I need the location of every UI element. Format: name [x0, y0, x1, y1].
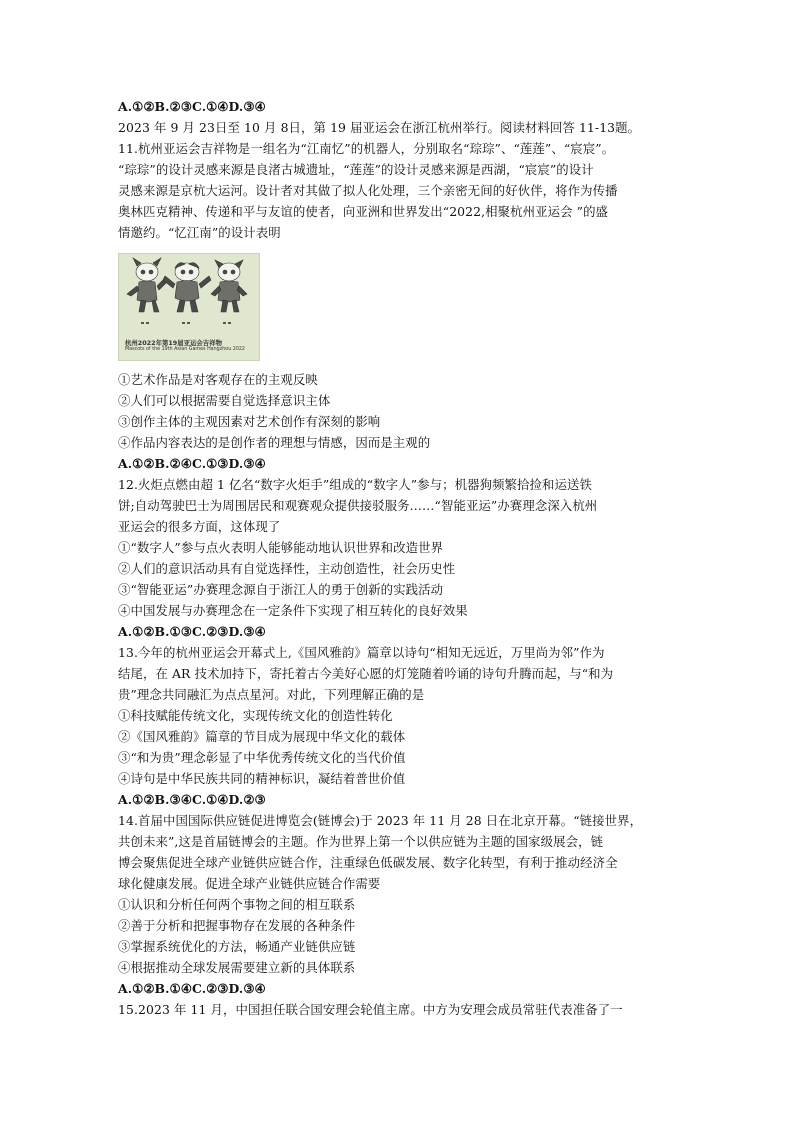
text-line: “琮琮”的设计灵感来源是良渚古城遗址，“莲莲”的设计灵感来源是西湖，“宸宸”的设计	[118, 162, 594, 177]
text-line: 14.首届中国国际供应链促进博览会(链博会)于 2023 年 11 月 28 日在北京开幕。“链接世界，	[118, 813, 643, 828]
text-line: 博会聚焦促进全球产业链供应链合作，注重绿色低碳发展、数字化转型，有利于推动经济全	[118, 855, 618, 870]
answer-options-line: A.①②B.②③C.①④D.③④	[118, 99, 266, 114]
mascot-figure	[118, 253, 260, 361]
text-line: 灵感来源是京杭大运河。设计者对其做了拟人化处理，三个亲密无间的好伙伴，将作为传播	[118, 183, 618, 198]
text-line: ①科技赋能传统文化，实现传统文化的创造性转化	[118, 708, 393, 723]
text-line: ①“数字人”参与点火表明人能够能动地认识世界和改造世界	[118, 540, 444, 555]
answer-options-line: A.①②B.③④C.①④D.②③	[118, 792, 266, 807]
text-line: 球化健康发展。促进全球产业链供应链合作需要	[118, 876, 381, 891]
answer-options-line: A.①②B.①③C.②③D.③④	[118, 624, 266, 639]
answer-options-line: A.①②B.②④C.①③D.③④	[118, 456, 266, 471]
text-line: ①艺术作品是对客观存在的主观反映	[118, 372, 318, 387]
text-line: ③掌握系统优化的方法，畅通产业链供应链	[118, 939, 356, 954]
text-line: ③“和为贵”理念彰显了中华优秀传统文化的当代价值	[118, 750, 406, 765]
text-line: ②善于分析和把握事物存在发展的各种条件	[118, 918, 356, 933]
exam-page	[118, 96, 693, 1020]
mascots-image	[119, 254, 259, 338]
text-line: ①认识和分析任何两个事物之间的相互联系	[118, 897, 356, 912]
text-block-top	[118, 96, 693, 243]
figure-caption-en: Mascots of the 19th Asian Games Hangzhou 2022	[125, 347, 245, 352]
answer-options-line: A.①②B.①④C.②③D.③④	[118, 981, 266, 996]
text-line: 奥林匹克精神、传递和平与友谊的使者，向亚洲和世界发出“2022,相聚杭州亚运会 ”的盛	[118, 204, 609, 219]
text-line: ②《国风雅韵》篇章的节目成为展现中华文化的载体	[118, 729, 406, 744]
figure-caption-cn: 杭州2022年第19届亚运会吉祥物	[125, 339, 222, 347]
text-line: 饼;自动驾驶巴士为周围居民和观赛观众提供接驳服务……“智能亚运”办赛理念深入杭州	[118, 498, 598, 513]
text-line: 15.2023 年 11 月，中国担任联合国安理会轮值主席。中方为安理会成员常驻代表准备了一	[118, 1002, 623, 1017]
text-line: 情邀约。“忆江南”的设计表明	[118, 225, 281, 240]
text-line: ②人们的意识活动具有自觉选择性，主动创造性，社会历史性	[118, 561, 456, 576]
text-line: ④诗句是中华民族共同的精神标识，凝结着普世价值	[118, 771, 406, 786]
text-line: ④根据推动全球发展需要建立新的具体联系	[118, 960, 356, 975]
text-line: 11.杭州亚运会吉祥物是一组名为“江南忆”的机器人，分别取名“琮琮”、“莲莲”、“宸宸”。	[118, 141, 615, 156]
text-line: 13.今年的杭州亚运会开幕式上,《国风雅韵》篇章以诗句“相知无远近，万里尚为邻”作为	[118, 645, 605, 660]
text-line: 结尾，在 AR 技术加持下，寄托着古今美好心愿的灯笼随着吟诵的诗句升腾而起，与“和为	[118, 666, 614, 681]
text-line: 贵”理念共同融汇为点点星河。对此，下列理解正确的是	[118, 687, 425, 702]
text-line: ④中国发展与办赛理念在一定条件下实现了相互转化的良好效果	[118, 603, 468, 618]
text-line: ③“智能亚运”办赛理念源自于浙江人的勇于创新的实践活动	[118, 582, 444, 597]
text-line: ④作品内容表达的是创作者的理想与情感，因而是主观的	[118, 435, 431, 450]
text-line: 12.火炬点燃由超 1 亿名“数字火炬手”组成的“数字人”参与；机器狗频繁拾捡和运送铁	[118, 477, 592, 492]
text-line: ②人们可以根据需要自觉选择意识主体	[118, 393, 331, 408]
text-line: ③创作主体的主观因素对艺术创作有深刻的影响	[118, 414, 381, 429]
text-line: 共创未来”,这是首届链博会的主题。作为世界上第一个以供应链为主题的国家级展会，链	[118, 834, 604, 849]
text-line: 亚运会的很多方面，这体现了	[118, 519, 281, 534]
text-block-bottom	[118, 369, 693, 1020]
text-line: 2023 年 9 月 23日至 10 月 8日，第 19 届亚运会在浙江杭州举行。阅读材料回答 11-13题。	[118, 120, 641, 135]
